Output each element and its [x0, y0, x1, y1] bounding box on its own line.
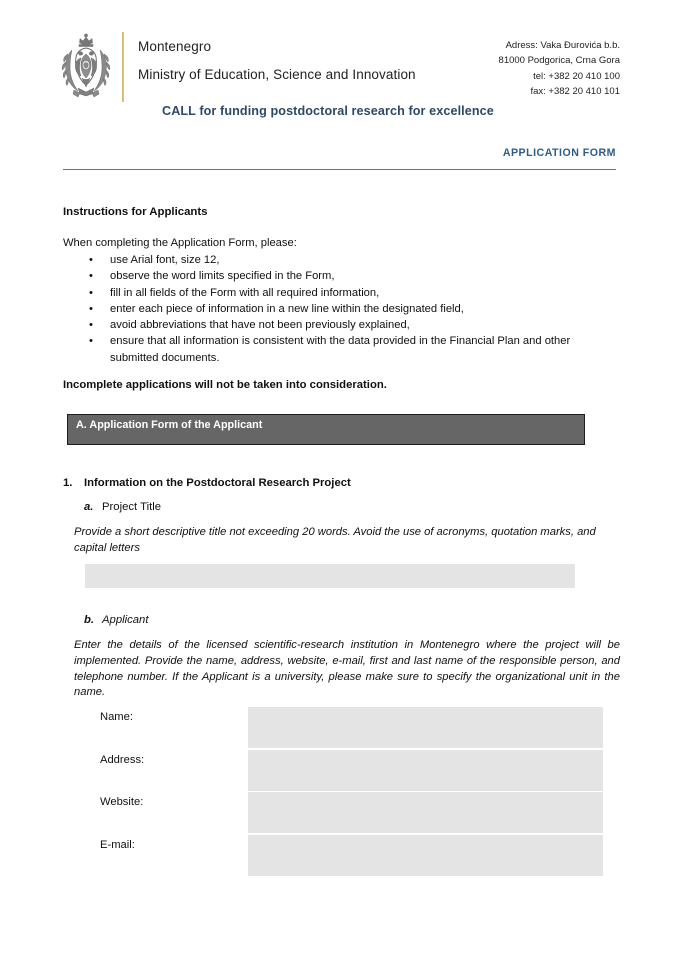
- list-item: [63, 317, 616, 333]
- item-b-hint: Enter the details of the licensed scientific-research institution in Montenegro where the project will be implemented. Provide the name, address, website, e-mail, first and last name of the responsible person, and telephone number. If the Applicant is a university, please make sure to specify the organizational unit in the name.: [74, 639, 620, 699]
- bullet-icon: •: [89, 302, 93, 315]
- item-b-label: Applicant: [102, 614, 149, 626]
- list-item-text: ensure that all information is consistent with the data provided in the Financial Plan and other submitted documents.: [110, 335, 571, 364]
- section-1-title: Information on the Postdoctoral Research Project: [84, 477, 351, 489]
- bullet-icon: •: [89, 286, 93, 299]
- item-b-letter: b.: [84, 614, 95, 626]
- website-input[interactable]: [248, 792, 603, 833]
- item-b-heading: [84, 614, 148, 626]
- list-item-text: use Arial font, size 12,: [110, 254, 220, 266]
- list-item: [63, 252, 616, 268]
- montenegro-coat-of-arms-icon: [58, 32, 114, 104]
- list-item-text: enter each piece of information in a new line within the designated field,: [110, 302, 464, 315]
- website-field-label: Website:: [100, 796, 144, 808]
- contact-telephone: tel: +382 20 410 100: [533, 70, 620, 82]
- letterhead: [58, 32, 620, 104]
- bullet-icon: •: [89, 319, 93, 332]
- section-1-number: 1.: [63, 477, 73, 489]
- contact-address-line2: 81000 Podgorica, Crna Gora: [498, 55, 620, 67]
- section-a-header-bar: [67, 414, 585, 445]
- call-title: CALL for funding postdoctoral research for excellence: [162, 104, 494, 118]
- organization-block: [138, 32, 499, 86]
- item-a-letter: a.: [84, 501, 94, 513]
- bullet-icon: •: [89, 270, 93, 283]
- name-field-label: Name:: [100, 711, 133, 723]
- section-1-heading: [63, 477, 351, 489]
- country-name: Montenegro: [138, 39, 212, 54]
- field-row-address: [100, 750, 604, 791]
- field-row-email: [100, 835, 604, 876]
- contact-address-line1: Adress: Vaka Đurovića b.b.: [505, 40, 620, 51]
- address-field-label: Address:: [100, 753, 145, 766]
- field-row-name: [100, 707, 604, 748]
- field-row-website: [100, 792, 604, 833]
- item-a-label: Project Title: [102, 501, 162, 513]
- instructions-bullet-list: [63, 252, 616, 366]
- gold-divider: [122, 32, 124, 102]
- item-a-heading: [84, 501, 161, 513]
- list-item-text: observe the word limits specified in the Form,: [110, 270, 335, 283]
- list-item-text: avoid abbreviations that have not been previously explained,: [110, 319, 410, 332]
- application-form-label: APPLICATION FORM: [502, 147, 616, 159]
- applicant-fields: [100, 707, 604, 877]
- header-divider: [63, 169, 616, 170]
- instructions-intro: When completing the Application Form, please:: [63, 237, 297, 249]
- contact-block: [499, 32, 620, 100]
- incomplete-applications-warning: Incomplete applications will not be taken into consideration.: [63, 379, 387, 391]
- list-item: [63, 301, 616, 317]
- email-input[interactable]: [248, 835, 603, 876]
- list-item: [63, 268, 616, 284]
- list-item: [63, 285, 616, 301]
- ministry-name: Ministry of Education, Science and Innovation: [138, 66, 416, 82]
- email-field-label: E-mail:: [100, 838, 135, 851]
- name-input[interactable]: [248, 707, 603, 748]
- bullet-icon: •: [89, 335, 93, 348]
- bullet-icon: •: [89, 254, 93, 266]
- instructions-heading: Instructions for Applicants: [63, 206, 208, 218]
- project-title-input[interactable]: [85, 564, 575, 588]
- list-item-text: fill in all fields of the Form with all required information,: [110, 286, 380, 299]
- address-input[interactable]: [248, 750, 603, 791]
- item-a-hint: Provide a short descriptive title not exceeding 20 words. Avoid the use of acronyms, quotation marks, and capital letters: [74, 526, 596, 554]
- contact-fax: fax: +382 20 410 101: [530, 86, 620, 98]
- list-item: [63, 333, 616, 366]
- section-a-header-label: A. Application Form of the Applicant: [76, 419, 263, 431]
